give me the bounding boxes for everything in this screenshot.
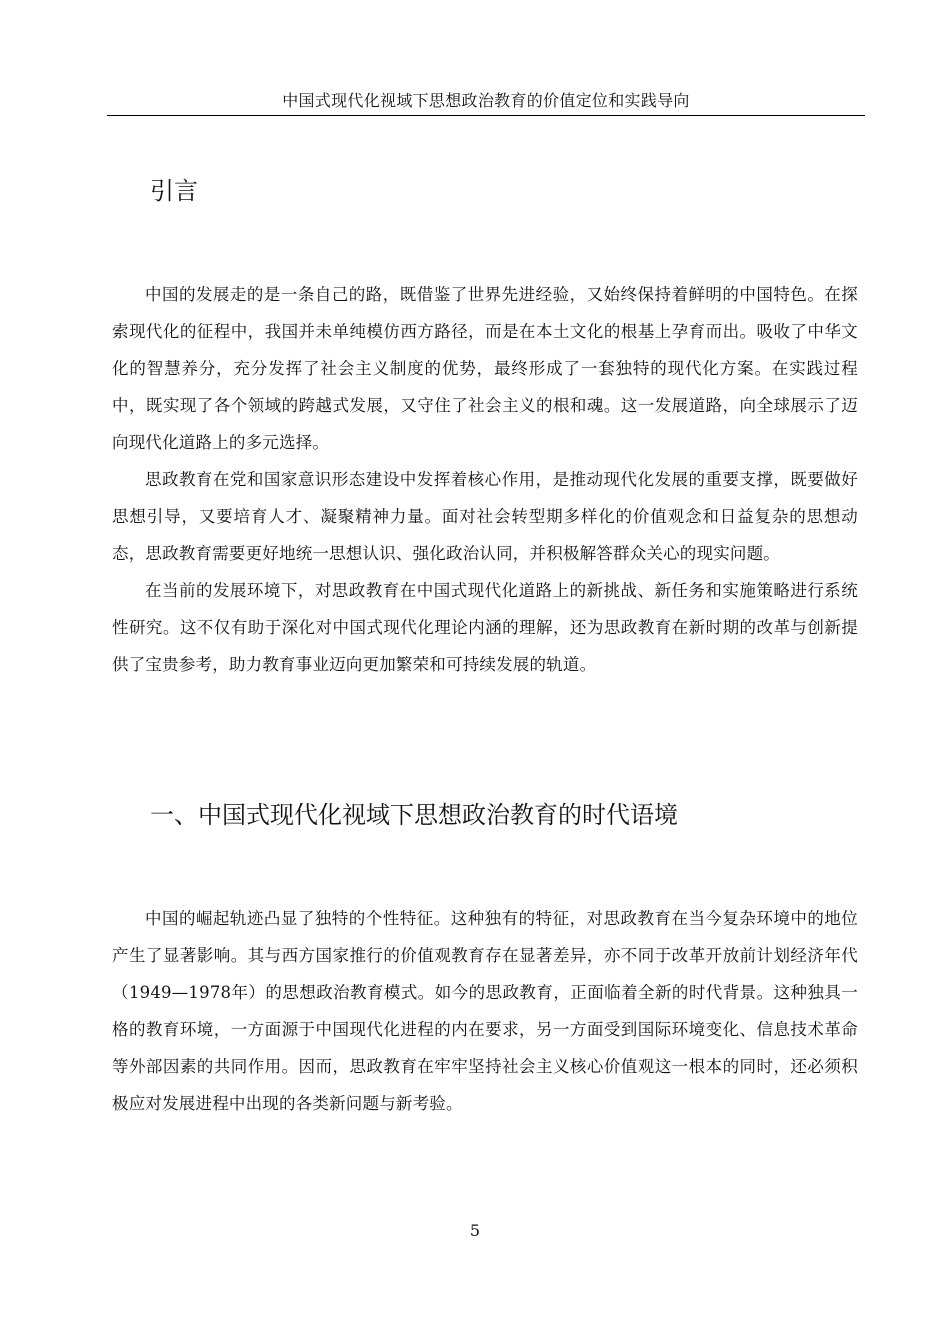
paragraph: 思政教育在党和国家意识形态建设中发挥着核心作用，是推动现代化发展的重要支撑，既要做好思想引导，又要培育人才、凝聚精神力量。面对社会转型期多样化的价值观念和日益复杂的思想动态，思政教育需要更好地统一思想认识、强化政治认同，并积极解答群众关心的现实问题。 xyxy=(112,470,858,563)
section-1-body xyxy=(112,900,858,1122)
section-heading-1: 一、中国式现代化视域下思想政治教育的时代语境 xyxy=(150,801,678,829)
section-heading-introduction: 引言 xyxy=(150,177,198,205)
introduction-body xyxy=(112,276,858,683)
page-number: 5 xyxy=(469,1221,481,1240)
paragraph: 中国的崛起轨迹凸显了独特的个性特征。这种独有的特征，对思政教育在当今复杂环境中的地位产生了显著影响。其与西方国家推行的价值观教育存在显著差异，亦不同于改革开放前计划经济年代（1949—1978年）的思想政治教育模式。如今的思政教育，正面临着全新的时代背景。这种独具一格的教育环境，一方面源于中国现代化进程的内在要求，另一方面受到国际环境变化、信息技术革命等外部因素的共同作用。因而，思政教育在牢牢坚持社会主义核心价值观这一根本的同时，还必须积极应对发展进程中出现的各类新问题与新考验。 xyxy=(112,909,858,1113)
paragraph: 在当前的发展环境下，对思政教育在中国式现代化道路上的新挑战、新任务和实施策略进行系统性研究。这不仅有助于深化对中国式现代化理论内涵的理解，还为思政教育在新时期的改革与创新提供了宝贵参考，助力教育事业迈向更加繁荣和可持续发展的轨道。 xyxy=(112,581,858,674)
running-header-title: 中国式现代化视域下思想政治教育的价值定位和实践导向 xyxy=(282,91,690,110)
paragraph: 中国的发展走的是一条自己的路，既借鉴了世界先进经验，又始终保持着鲜明的中国特色。在探索现代化的征程中，我国并未单纯模仿西方路径，而是在本土文化的根基上孕育而出。吸收了中华文化的智慧养分，充分发挥了社会主义制度的优势，最终形成了一套独特的现代化方案。在实践过程中，既实现了各个领域的跨越式发展，又守住了社会主义的根和魂。这一发展道路，向全球展示了迈向现代化道路上的多元选择。 xyxy=(112,285,858,452)
header-divider xyxy=(107,115,865,116)
